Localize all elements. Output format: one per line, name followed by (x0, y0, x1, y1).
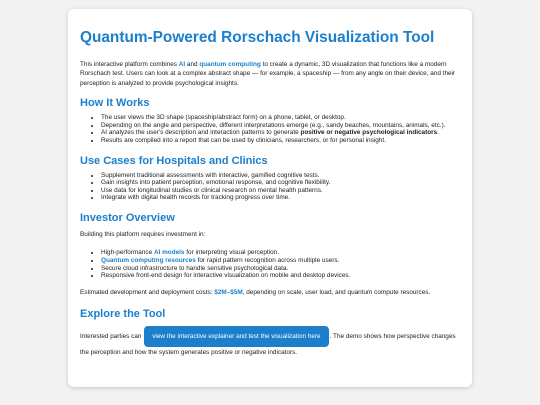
indicator-emphasis: positive or negative psychological indicators (300, 129, 438, 137)
list-item-text: for interpreting visual perception. (184, 249, 279, 257)
interactive-explainer-button[interactable]: view the interactive explainer and test the visualization here (144, 326, 328, 347)
list-item-text: AI analyzes the user's description and interaction patterns to generate (101, 129, 301, 137)
list-item-text: for rapid pattern recognition across multiple users. (195, 256, 340, 264)
how-it-works-heading: How It Works (80, 97, 150, 110)
investor-overview-heading: Investor Overview (80, 211, 175, 224)
list-item: • Integrate with digital health records for tracking progress over time. (101, 194, 460, 202)
quantum-highlight: quantum computing (199, 61, 261, 68)
explore-text: Interested parties can (80, 333, 144, 341)
cost-estimate (80, 288, 460, 297)
ai-highlight: AI (178, 61, 186, 68)
intro-text: to create a dynamic, 3D visualization that functions like a modern Rorschach test. Users can look at a complex abstract shape — for example, a spaceship — from any angle on their device, and their perception is analyzed to provide psychological insights. (80, 61, 456, 87)
explore-text: . The demo shows how perspective changes the perception and how the system generates positive or negative indicators. (80, 333, 456, 357)
how-it-works-list (80, 114, 460, 144)
list-item: • Responsive front-end design for interactive visualization on mobile and desktop devices. (101, 272, 460, 280)
ai-models-highlight: AI models (153, 249, 185, 257)
list-item (101, 129, 460, 137)
list-item: • Use data for longitudinal studies or clinical research on mental health patterns. (101, 187, 460, 195)
explore-paragraph (80, 326, 460, 358)
investor-list (80, 249, 460, 279)
explore-heading: Explore the Tool (80, 308, 166, 321)
intro-paragraph (80, 60, 460, 88)
list-item: • The user views the 3D shape (spaceship/abstract form) on a phone, tablet, or desktop. (101, 114, 460, 122)
list-item (101, 249, 460, 257)
list-item: • Depending on the angle and perspective, different interpretations emerge (e.g., sandy beaches, mountains, animals, etc.). (101, 122, 460, 130)
cost-highlight: $2M–$5M (214, 288, 243, 296)
cost-text: , depending on scale, user load, and quantum compute resources. (242, 288, 431, 296)
use-cases-heading: Use Cases for Hospitals and Clinics (80, 154, 268, 167)
list-item: • Gain insights into patient perception, emotional response, and cognitive flexibility. (101, 179, 460, 187)
content-card (68, 9, 472, 387)
list-item-text: . (437, 129, 439, 137)
list-item (101, 257, 460, 265)
intro-text: and (185, 61, 200, 68)
quantum-resources-highlight: Quantum computing resources (101, 256, 196, 264)
investor-intro: Building this platform requires investment in: (80, 230, 206, 238)
list-item: • Supplement traditional assessments with interactive, gamified cognitive tests. (101, 172, 460, 180)
intro-text: This interactive platform combines (80, 61, 179, 68)
page-title: Quantum-Powered Rorschach Visualization Tool (80, 29, 435, 46)
use-cases-list (80, 172, 460, 202)
list-item: • Results are compiled into a report that can be used by clinicians, researchers, or for personal insight. (101, 137, 460, 145)
cost-text: Estimated development and deployment costs: (80, 288, 215, 296)
list-item: • Secure cloud infrastructure to handle sensitive psychological data. (101, 265, 460, 273)
list-item-text: High-performance (101, 249, 154, 257)
